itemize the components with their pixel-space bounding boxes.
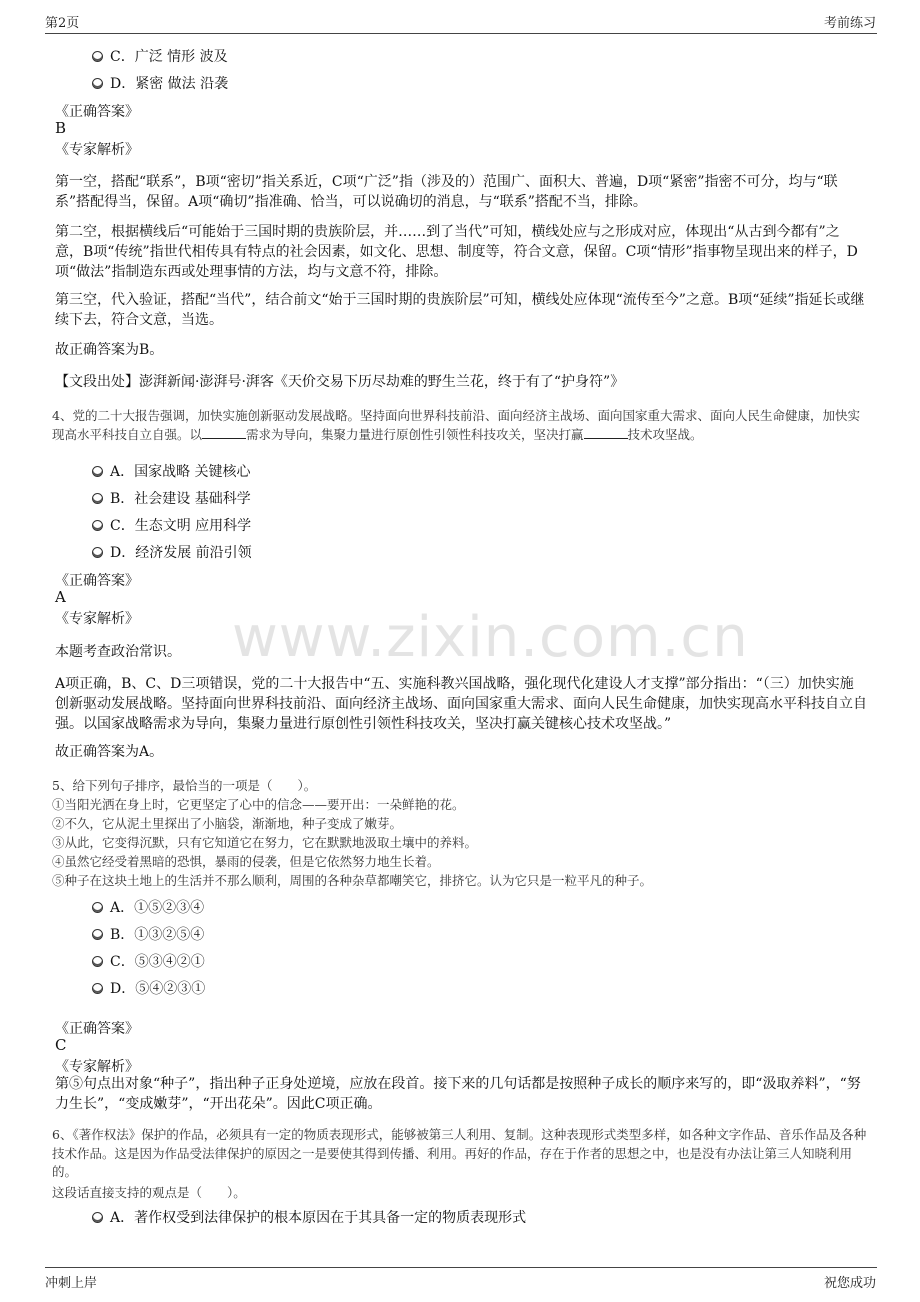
radio-icon[interactable] — [92, 983, 103, 994]
radio-icon[interactable] — [92, 493, 103, 504]
question-prompt: 这段话直接支持的观点是（ ）。 — [52, 1185, 246, 1200]
analysis-paragraph: 第一空，搭配“联系”，B项“密切”指关系近，C项“广泛”指（涉及的）范围广、面积大、普遍，D项“紧密”指密不可分，均与“联系”搭配得当，保留。A项“确切”指准确、恰当，可以说确切的消息，与“联系”搭配不当，排除。 — [55, 174, 838, 210]
sentence-item: ②不久，它从泥土里探出了小脑袋，渐渐地，种子变成了嫩芽。 — [52, 816, 403, 831]
q5-option-b[interactable]: B．①③②⑤④ — [92, 924, 204, 944]
sentence-item: ③从此，它变得沉默，只有它知道它在努力，它在默默地汲取土壤中的养料。 — [52, 835, 478, 850]
answer-label: 《正确答案》 — [55, 1021, 139, 1037]
q4-option-d[interactable]: D．经济发展 前沿引领 — [92, 542, 252, 562]
source-citation: 【文段出处】澎湃新闻·澎湃号·湃客《天价交易下历尽劫难的野生兰花，终于有了“护身符”》 — [55, 374, 625, 390]
header-title: 考前练习 — [823, 16, 876, 31]
q4-option-b[interactable]: B．社会建设 基础科学 — [92, 488, 251, 508]
blank-line — [584, 426, 628, 439]
q4-option-a[interactable]: A．国家战略 关键核心 — [92, 461, 251, 481]
analysis-paragraph: 本题考查政治常识。 — [55, 644, 181, 660]
radio-icon[interactable] — [92, 51, 103, 62]
radio-icon[interactable] — [92, 929, 103, 940]
sentence-item: ①当阳光洒在身上时，它更坚定了心中的信念——要开出：一朵鲜艳的花。 — [52, 797, 465, 812]
analysis-label: 《专家解析》 — [55, 611, 139, 627]
analysis-paragraph: A项正确，B、C、D三项错误，党的二十大报告中“五、实施科教兴国战略，强化现代化建设人才支撑”部分指出：“（三）加快实施创新驱动发展战略。坚持面向世界科技前沿、面向经济主战场、面向国家重大需求、面向人民生命健康，加快实现高水平科技自立自强。以国家战略需求为导向，集聚力量进行原创性引领性科技攻关，坚决打赢关键核心技术攻坚战。” — [55, 676, 867, 732]
answer-value: B — [55, 119, 67, 137]
q5-option-d[interactable]: D．⑤④②③① — [92, 978, 205, 998]
q5-option-a[interactable]: A．①⑤②③④ — [92, 897, 204, 917]
q3-option-c[interactable]: C．广泛 情形 波及 — [92, 46, 228, 66]
question-stem: 6、《著作权法》保护的作品，必须具有一定的物质表现形式，能够被第三人利用、复制。这种表现形式类型多样，如各种文字作品、音乐作品及各种技术作品。这是因为作品受法律保护的原因之一是要使其得到传播、利用。再好的作品，存在于作者的思想之中，也是没有办法让第三人知晓利用的。 — [52, 1127, 867, 1179]
question-stem: 4、党的二十大报告强调，加快实施创新驱动发展战略。坚持面向世界科技前沿、面向经济主战场、面向国家重大需求、面向人民生命健康，加快实现高水平科技自立自强。以 需求为导向，集聚力量进行原创性引领性科技攻关，坚决打赢 技术攻坚战。 — [52, 408, 860, 442]
header-divider — [45, 33, 877, 34]
footer-divider — [45, 1267, 877, 1268]
q4-option-c[interactable]: C．生态文明 应用科学 — [92, 515, 251, 535]
answer-value: A — [55, 588, 66, 606]
analysis-paragraph: 第三空，代入验证，搭配“当代”，结合前文“始于三国时期的贵族阶层”可知，横线处应体现“流传至今”之意。B项“延续”指延长或继续下去，符合文意，当选。 — [55, 292, 865, 328]
footer-left: 冲刺上岸 — [45, 1276, 98, 1291]
answer-label: 《正确答案》 — [55, 104, 139, 120]
q3-option-d[interactable]: D．紧密 做法 沿袭 — [92, 73, 228, 93]
watermark: www.zixin.com.cn — [232, 605, 749, 670]
radio-icon[interactable] — [92, 466, 103, 477]
analysis-paragraph: 第二空，根据横线后“可能始于三国时期的贵族阶层，并……到了当代”可知，横线处应与之形成对应，体现出“从古到今都有”之意，B项“传统”指世代相传具有特点的社会因素，如文化、思想、制度等，符合文意，保留。C项“情形”指事物呈现出来的样子，D项“做法”指制造东西或处理事情的方法，均与文意不符，排除。 — [55, 224, 858, 280]
radio-icon[interactable] — [92, 1212, 103, 1223]
analysis-paragraph: 第⑤句点出对象“种子”，指出种子正身处逆境，应放在段首。接下来的几句话都是按照种子成长的顺序来写的，即“汲取养料”，“努力生长”，“变成嫩芽”，“开出花朵”。因此C项正确。 — [55, 1076, 861, 1112]
analysis-conclusion: 故正确答案为A。 — [55, 744, 164, 760]
page-number: 第2页 — [45, 16, 80, 31]
radio-icon[interactable] — [92, 902, 103, 913]
answer-label: 《正确答案》 — [55, 573, 139, 589]
q6-option-a[interactable]: A．著作权受到法律保护的根本原因在于其具备一定的物质表现形式 — [92, 1207, 526, 1227]
radio-icon[interactable] — [92, 520, 103, 531]
analysis-label: 《专家解析》 — [55, 1059, 139, 1075]
radio-icon[interactable] — [92, 78, 103, 89]
question-stem: 5、给下列句子排序，最恰当的一项是（ ）。 — [52, 778, 317, 793]
radio-icon[interactable] — [92, 547, 103, 558]
footer-right: 祝您成功 — [823, 1276, 876, 1291]
sentence-item: ④虽然它经受着黑暗的恐惧，暴雨的侵袭，但是它依然努力地生长着。 — [52, 854, 440, 869]
blank-line — [202, 426, 246, 439]
analysis-label: 《专家解析》 — [55, 142, 139, 158]
answer-value: C — [55, 1036, 67, 1054]
radio-icon[interactable] — [92, 956, 103, 967]
sentence-item: ⑤种子在这块土地上的生活并不那么顺利，周围的各种杂草都嘲笑它，排挤它。认为它只是一粒平凡的种子。 — [52, 873, 653, 888]
q5-option-c[interactable]: C．⑤③④②① — [92, 951, 205, 971]
analysis-conclusion: 故正确答案为B。 — [55, 342, 164, 358]
